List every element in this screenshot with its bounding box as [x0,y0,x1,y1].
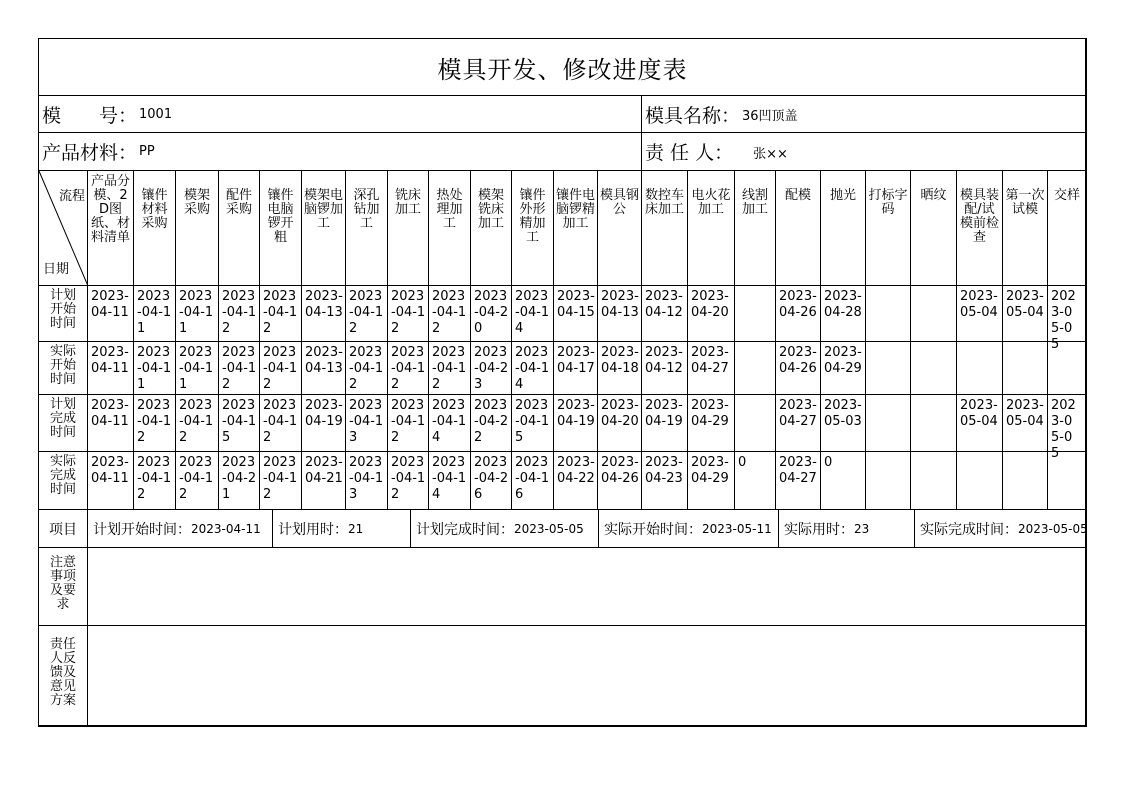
date-cell[interactable]: 2023-04-12 [345,341,388,395]
date-cell[interactable] [956,451,1003,510]
material-value: PP [139,144,155,159]
date-cell[interactable] [1002,341,1048,395]
date-cell[interactable]: 2023-04-21 [301,451,346,510]
column-header: 打标字码 [865,170,911,286]
date-cell[interactable]: 2023-04-11 [175,341,219,395]
actual-days-field [778,509,915,548]
date-cell[interactable]: 2023-04-22 [553,451,598,510]
date-cell[interactable]: 2023-04-12 [259,341,302,395]
date-cell[interactable]: 2023-04-12 [175,394,219,452]
plan-end-field [410,509,599,548]
date-cell[interactable] [910,394,957,452]
column-header: 深孔钻加工 [345,170,388,286]
material-label: 产品材料： [42,142,138,164]
date-cell[interactable]: 2023-04-11 [87,451,134,510]
date-cell[interactable]: 2023-04-29 [820,341,866,395]
row-label: 实际完成时间 [38,451,88,510]
date-cell[interactable]: 2023-04-18 [597,341,642,395]
column-header: 镶件电脑锣精加工 [553,170,598,286]
owner-value: 张×× [753,147,788,162]
date-cell[interactable]: 2023-04-12 [387,451,429,510]
column-header: 热处理加工 [428,170,471,286]
date-cell[interactable] [734,394,776,452]
date-cell[interactable]: 2023-04-17 [553,341,598,395]
date-cell[interactable]: 2023-04-26 [597,451,642,510]
date-cell[interactable] [1047,341,1087,395]
date-cell[interactable]: 2023-04-12 [345,285,388,342]
actual-days-label: 实际用时： [784,521,854,538]
row-label: 实际开始时间 [38,341,88,395]
corner-process-label: 流程 [58,189,85,204]
date-cell[interactable]: 2023-04-13 [301,285,346,342]
date-cell[interactable]: 2023-05-03 [820,394,866,452]
date-cell[interactable]: 2023-04-12 [218,341,260,395]
column-header: 模具钢公 [597,170,642,286]
column-header: 抛光 [820,170,866,286]
date-cell[interactable]: 2023-04-15 [218,394,260,452]
date-cell[interactable]: 2023-04-13 [345,394,388,452]
actual-end-label: 实际完成时间： [920,521,1018,538]
date-cell[interactable]: 2023-05-05 [1047,394,1087,452]
date-cell[interactable]: 2023-04-15 [511,394,554,452]
date-cell[interactable]: 2023-05-04 [1002,394,1048,452]
plan-end-value: 2023-05-05 [514,521,584,536]
date-cell[interactable] [956,341,1003,395]
header-corner [38,170,88,286]
date-cell[interactable]: 2023-04-11 [87,341,134,395]
column-header: 模架采购 [175,170,219,286]
date-cell[interactable]: 2023-04-26 [470,451,512,510]
date-cell[interactable]: 2023-04-12 [218,285,260,342]
date-cell[interactable]: 2023-04-11 [87,394,134,452]
column-header: 镶件外形精加工 [511,170,554,286]
date-cell[interactable]: 2023-04-12 [133,394,176,452]
date-cell[interactable] [910,451,957,510]
mold-name-value: 36凹顶盖 [742,108,798,124]
actual-end-value: 2023-05-05 [1018,521,1088,536]
date-cell[interactable]: 2023-04-13 [345,451,388,510]
date-cell[interactable]: 2023-04-27 [775,451,821,510]
date-cell[interactable]: 0 [734,451,776,510]
date-cell[interactable]: 2023-04-12 [387,341,429,395]
owner-field [641,132,1087,171]
plan-start-value: 2023-04-11 [191,521,261,536]
date-cell[interactable]: 2023-04-12 [259,285,302,342]
date-cell[interactable]: 2023-04-11 [133,341,176,395]
mold-no-field [38,95,642,133]
date-cell[interactable]: 2023-04-12 [259,451,302,510]
date-cell[interactable]: 2023-04-16 [511,451,554,510]
column-header: 晒纹 [910,170,957,286]
corner-date-label: 日期 [43,262,70,277]
date-cell[interactable]: 2023-04-26 [775,341,821,395]
date-cell[interactable]: 2023-04-29 [687,394,735,452]
date-cell[interactable] [910,341,957,395]
date-cell[interactable]: 2023-04-21 [218,451,260,510]
plan-days-field [272,509,411,548]
date-cell[interactable]: 2023-04-14 [428,451,471,510]
column-header: 交样 [1047,170,1087,286]
mold-no-value: 1001 [139,106,173,122]
plan-start-label: 计划开始时间： [93,521,191,538]
actual-start-label: 实际开始时间： [604,521,702,538]
column-header: 第一次试模 [1002,170,1048,286]
date-cell[interactable]: 2023-04-12 [428,341,471,395]
date-cell[interactable] [734,285,776,342]
date-cell[interactable]: 2023-04-12 [387,285,429,342]
date-cell[interactable]: 2023-04-12 [641,341,688,395]
date-cell[interactable]: 2023-04-19 [301,394,346,452]
actual-start-field [598,509,779,548]
date-cell[interactable] [865,451,911,510]
date-cell[interactable]: 2023-04-26 [775,285,821,342]
column-header: 镶件电脑锣开粗 [259,170,302,286]
date-cell[interactable]: 2023-04-14 [428,394,471,452]
column-header: 配件采购 [218,170,260,286]
column-header: 铣床加工 [387,170,429,286]
progress-sheet [38,38,1086,726]
date-cell[interactable]: 2023-04-12 [175,451,219,510]
date-cell[interactable]: 2023-04-22 [470,394,512,452]
column-header: 线割加工 [734,170,776,286]
column-header: 模架铣床加工 [470,170,512,286]
plan-days-value: 21 [348,521,364,536]
date-cell[interactable]: 2023-04-20 [470,285,512,342]
date-cell[interactable] [865,394,911,452]
plan-start-field [87,509,273,548]
column-header: 配模 [775,170,821,286]
page-title: 模具开发、修改进度表 [38,38,1087,96]
date-cell[interactable] [910,285,957,342]
date-cell[interactable]: 2023-05-04 [1002,285,1048,342]
date-cell[interactable]: 2023-04-13 [301,341,346,395]
plan-days-label: 计划用时： [278,521,348,538]
date-cell[interactable]: 2023-04-12 [428,285,471,342]
date-cell[interactable]: 2023-04-15 [553,285,598,342]
date-cell[interactable]: 2023-04-12 [259,394,302,452]
date-cell[interactable]: 2023-04-13 [597,285,642,342]
date-cell[interactable] [734,341,776,395]
mold-no-label: 模 号： [42,104,138,127]
date-cell[interactable]: 2023-04-27 [687,341,735,395]
column-header: 模架电脑锣加工 [301,170,346,286]
mold-name-field [641,95,1087,133]
plan-end-label: 计划完成时间： [416,521,514,538]
date-cell[interactable] [1047,451,1087,510]
row-label: 计划完成时间 [38,394,88,452]
date-cell[interactable]: 0 [820,451,866,510]
date-cell[interactable]: 2023-04-12 [387,394,429,452]
column-header: 产品分模、2D图纸、材料清单 [87,170,134,286]
date-cell[interactable] [1002,451,1048,510]
date-cell[interactable]: 2023-04-14 [511,341,554,395]
date-cell[interactable]: 2023-04-28 [820,285,866,342]
row-label: 计划开始时间 [38,285,88,342]
actual-end-field [914,509,1087,548]
date-cell[interactable]: 2023-05-05 [1047,285,1087,342]
actual-days-value: 23 [854,521,870,536]
date-cell[interactable]: 2023-04-19 [641,394,688,452]
feedback-value[interactable] [87,625,1087,727]
date-cell[interactable]: 2023-04-23 [470,341,512,395]
date-cell[interactable]: 2023-04-19 [553,394,598,452]
mold-name-label: 模具名称： [645,104,741,127]
notes-value[interactable] [87,547,1087,626]
summary-label: 项目 [38,509,88,548]
column-header: 电火花加工 [687,170,735,286]
date-cell[interactable]: 2023-04-11 [175,285,219,342]
actual-start-value: 2023-05-11 [702,521,772,536]
date-cell[interactable]: 2023-04-27 [775,394,821,452]
column-header: 镶件材料采购 [133,170,176,286]
date-cell[interactable]: 2023-04-12 [133,451,176,510]
feedback-label: 责任人反馈及意见方案 [38,625,88,727]
date-cell[interactable] [865,285,911,342]
date-cell[interactable]: 2023-04-14 [511,285,554,342]
column-header: 数控车床加工 [641,170,688,286]
date-cell[interactable]: 2023-04-20 [597,394,642,452]
date-cell[interactable]: 2023-05-04 [956,394,1003,452]
date-cell[interactable]: 2023-05-04 [956,285,1003,342]
date-cell[interactable]: 2023-04-20 [687,285,735,342]
date-cell[interactable]: 2023-04-23 [641,451,688,510]
date-cell[interactable]: 2023-04-29 [687,451,735,510]
notes-label: 注意事项及要求 [38,547,88,626]
date-cell[interactable]: 2023-04-11 [133,285,176,342]
date-cell[interactable]: 2023-04-12 [641,285,688,342]
column-header: 模具装配/试模前检查 [956,170,1003,286]
date-cell[interactable]: 2023-04-11 [87,285,134,342]
date-cell[interactable] [865,341,911,395]
material-field [38,132,642,171]
owner-label: 责 任 人： [645,142,734,164]
